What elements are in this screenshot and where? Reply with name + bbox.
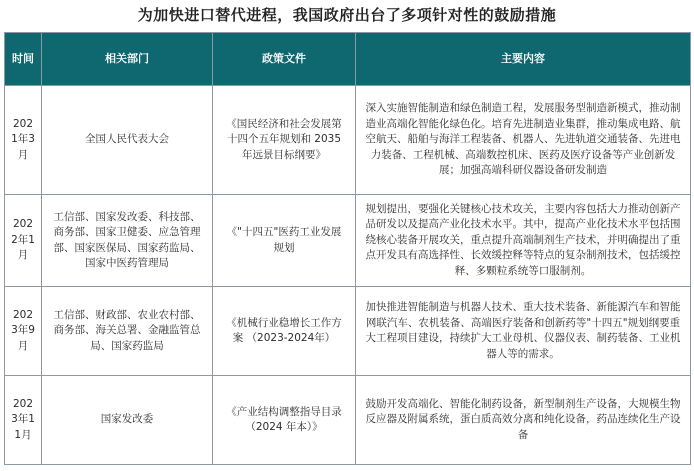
cell-time: 2023年11月 (5, 376, 42, 465)
table-row (5, 376, 691, 465)
cell-doc: 《产业结构调整指导目录（2024 年本）》 (213, 376, 356, 465)
cell-dept: 全国人民代表大会 (42, 86, 213, 195)
policy-table (4, 32, 691, 465)
cell-doc: 《国民经济和社会发展第十四个五年规划和 2035 年远景目标纲要》 (213, 86, 356, 195)
table-row (5, 287, 691, 376)
header-dept: 相关部门 (42, 33, 213, 86)
cell-dept: 国家发改委 (42, 376, 213, 465)
cell-dept: 工信部、财政部、农业农村部、商务部、海关总署、金融监管总局、国家药监局 (42, 287, 213, 376)
cell-time: 2022年1月 (5, 195, 42, 287)
header-time: 时间 (5, 33, 42, 86)
header-doc: 政策文件 (213, 33, 356, 86)
document-title: 为加快进口替代进程，我国政府出台了多项针对性的鼓励措施 (137, 6, 557, 24)
cell-time: 2023年9月 (5, 287, 42, 376)
header-row (5, 33, 691, 86)
cell-doc: 《"十四五"医药工业发展规划 (213, 195, 356, 287)
cell-doc: 《机械行业稳增长工作方案 （2023-2024年） (213, 287, 356, 376)
table-row (5, 195, 691, 287)
table-row (5, 86, 691, 195)
cell-content: 加快推进智能制造与机器人技术、重大技术装备、新能源汽车和智能网联汽车、农机装备、高端医疗装备和创新药等"十四五"规划纲要重大工程项目建设，持续扩大工业母机、仪器仪表、制药装备、工业机器人等的需求。 (356, 287, 691, 376)
cell-content: 规划提出，要强化关键核心技术攻关，主要内容包括大力推动创新产品研发以及提高产业化技术水平。其中，提高产业化技术水平包括围绕核心装备开展攻关，重点提升高端制剂生产技术，并明确提出了重点开发具有高选择性、长效缓控释等特点的复杂制剂技术，包括缓控释、多颗粒系统等口服制剂。 (356, 195, 691, 287)
header-content: 主要内容 (356, 33, 691, 86)
cell-dept: 工信部、国家发改委、科技部、商务部、国家卫健委、应急管理部、国家医保局、国家药监局、国家中医药管理局 (42, 195, 213, 287)
cell-content: 深入实施智能制造和绿色制造工程，发展服务型制造新模式，推动制造业高端化智能化绿色化。培育先进制造业集群，推动集成电路、航空航天、船舶与海洋工程装备、机器人、先进轨道交通装备、先进电力装备、工程机械、高端数控机床、医药及医疗设备等产业创新发展；加强高端科研仪器设备研发制造 (356, 86, 691, 195)
cell-time: 2021年3月 (5, 86, 42, 195)
cell-content: 鼓励开发高端化、智能化制药设备，新型制剂生产设备，大规模生物反应器及附属系统，蛋白质高效分离和纯化设备，药品连续化生产设备 (356, 376, 691, 465)
